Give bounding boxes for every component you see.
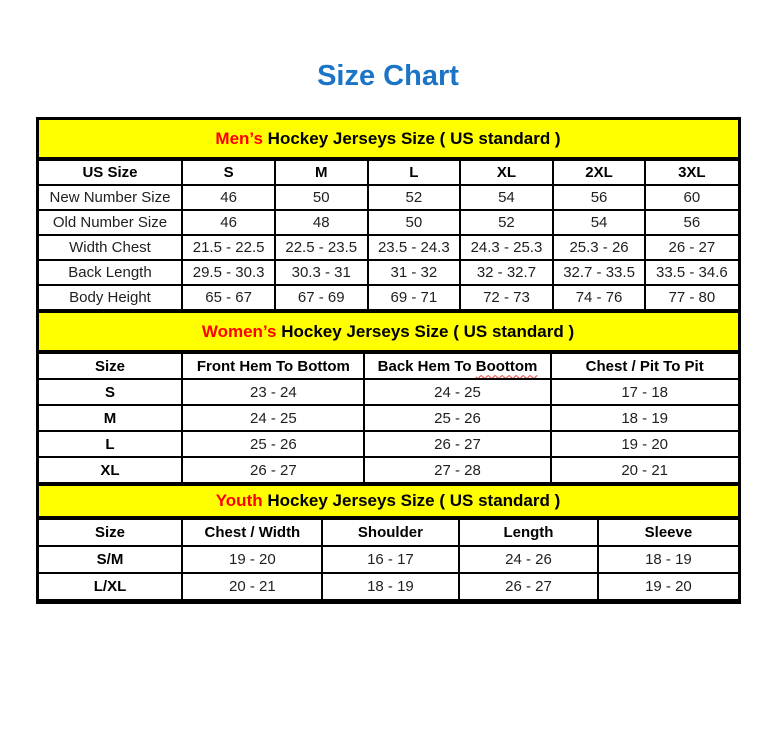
row-label: XL	[39, 457, 183, 483]
cell: 25 - 26	[182, 431, 364, 457]
cell: 18 - 19	[598, 546, 737, 573]
cell: 17 - 18	[551, 379, 738, 405]
row-label: L	[39, 431, 183, 457]
row-label: Width Chest	[39, 235, 183, 260]
youth-col-header-sleeve: Sleeve	[598, 519, 737, 546]
cell: 54	[460, 185, 553, 210]
youth-col-header-chest: Chest / Width	[182, 519, 322, 546]
cell: 32.7 - 33.5	[553, 260, 645, 285]
cell: 74 - 76	[553, 285, 645, 310]
cell: 31 - 32	[368, 260, 460, 285]
size-chart-container	[36, 117, 741, 604]
table-row	[39, 379, 738, 405]
row-label: New Number Size	[39, 185, 183, 210]
mens-col-header-us-size: US Size	[39, 160, 183, 185]
row-label: Old Number Size	[39, 210, 183, 235]
cell: 24.3 - 25.3	[460, 235, 553, 260]
cell: 46	[182, 185, 274, 210]
cell: 25.3 - 26	[553, 235, 645, 260]
youth-section-banner	[39, 484, 738, 518]
mens-col-header-m: M	[275, 160, 368, 185]
cell: 52	[368, 185, 460, 210]
cell: 19 - 20	[551, 431, 738, 457]
cell: 72 - 73	[460, 285, 553, 310]
youth-col-header-length: Length	[459, 519, 599, 546]
cell: 21.5 - 22.5	[182, 235, 274, 260]
youth-banner-text: Hockey Jerseys Size ( US standard )	[262, 491, 561, 510]
cell: 26 - 27	[182, 457, 364, 483]
cell: 48	[275, 210, 368, 235]
cell: 32 - 32.7	[460, 260, 553, 285]
cell: 19 - 20	[598, 573, 737, 600]
table-row	[39, 431, 738, 457]
cell: 23 - 24	[182, 379, 364, 405]
cell: 56	[553, 185, 645, 210]
cell: 19 - 20	[182, 546, 322, 573]
mens-col-header-s: S	[182, 160, 274, 185]
table-row	[39, 573, 738, 600]
mens-col-header-2xl: 2XL	[553, 160, 645, 185]
cell: 69 - 71	[368, 285, 460, 310]
back-hem-prefix: Back Hem To	[377, 357, 476, 375]
womens-col-header-chest: Chest / Pit To Pit	[551, 353, 738, 379]
womens-col-header-front-hem: Front Hem To Bottom	[182, 353, 364, 379]
cell: 18 - 19	[551, 405, 738, 431]
cell: 29.5 - 30.3	[182, 260, 274, 285]
cell: 16 - 17	[322, 546, 458, 573]
youth-banner-highlight: Youth	[215, 491, 263, 510]
table-row	[39, 185, 738, 210]
womens-banner-text: Hockey Jerseys Size ( US standard )	[276, 322, 575, 341]
cell: 18 - 19	[322, 573, 458, 600]
mens-col-header-xl: XL	[460, 160, 553, 185]
mens-col-header-3xl: 3XL	[645, 160, 737, 185]
table-row	[39, 285, 738, 310]
mens-banner-text: Hockey Jerseys Size ( US standard )	[262, 129, 561, 148]
table-row	[39, 210, 738, 235]
mens-section-banner	[39, 120, 738, 159]
womens-col-header-back-hem	[364, 353, 551, 379]
mens-header-row	[39, 160, 738, 185]
cell: 30.3 - 31	[275, 260, 368, 285]
cell: 26 - 27	[645, 235, 737, 260]
cell: 24 - 25	[182, 405, 364, 431]
cell: 77 - 80	[645, 285, 737, 310]
youth-col-header-size: Size	[39, 519, 183, 546]
cell: 46	[182, 210, 274, 235]
youth-size-table	[39, 518, 738, 601]
page-title: Size Chart	[317, 60, 459, 92]
cell: 20 - 21	[551, 457, 738, 483]
cell: 67 - 69	[275, 285, 368, 310]
cell: 24 - 25	[364, 379, 551, 405]
womens-size-table	[39, 352, 738, 484]
womens-header-row	[39, 353, 738, 379]
cell: 23.5 - 24.3	[368, 235, 460, 260]
row-label: Body Height	[39, 285, 183, 310]
row-label: L/XL	[39, 573, 183, 600]
cell: 60	[645, 185, 737, 210]
cell: 56	[645, 210, 737, 235]
mens-banner-highlight: Men’s	[215, 129, 263, 148]
misspelled-word: Boottom	[475, 357, 538, 375]
cell: 50	[275, 185, 368, 210]
cell: 33.5 - 34.6	[645, 260, 737, 285]
cell: 26 - 27	[364, 431, 551, 457]
cell: 25 - 26	[364, 405, 551, 431]
youth-col-header-shoulder: Shoulder	[322, 519, 458, 546]
youth-header-row	[39, 519, 738, 546]
cell: 65 - 67	[182, 285, 274, 310]
cell: 50	[368, 210, 460, 235]
cell: 52	[460, 210, 553, 235]
cell: 54	[553, 210, 645, 235]
mens-col-header-l: L	[368, 160, 460, 185]
table-row	[39, 546, 738, 573]
table-row	[39, 457, 738, 483]
cell: 20 - 21	[182, 573, 322, 600]
row-label: Back Length	[39, 260, 183, 285]
row-label: S	[39, 379, 183, 405]
table-row	[39, 405, 738, 431]
cell: 26 - 27	[459, 573, 599, 600]
table-row	[39, 235, 738, 260]
cell: 27 - 28	[364, 457, 551, 483]
cell: 22.5 - 23.5	[275, 235, 368, 260]
womens-section-banner	[39, 311, 738, 352]
mens-size-table	[39, 159, 738, 311]
row-label: S/M	[39, 546, 183, 573]
womens-col-header-size: Size	[39, 353, 183, 379]
row-label: M	[39, 405, 183, 431]
womens-banner-highlight: Women’s	[201, 322, 277, 341]
table-row	[39, 260, 738, 285]
cell: 24 - 26	[459, 546, 599, 573]
